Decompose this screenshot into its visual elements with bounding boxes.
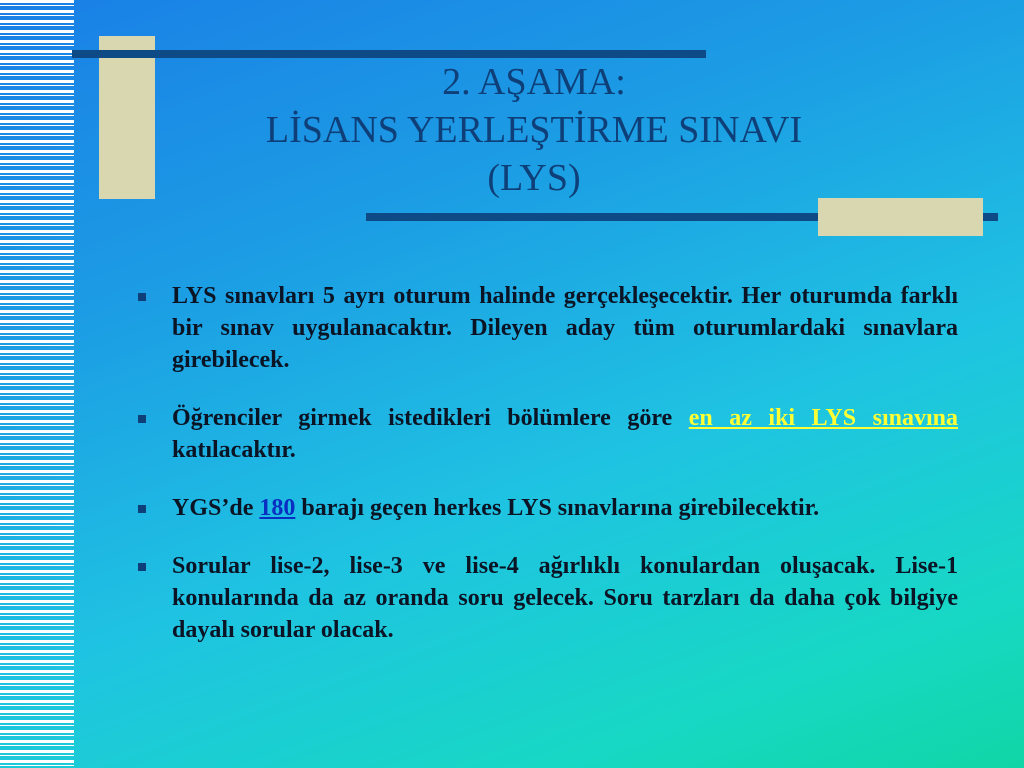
square-bullet-icon — [138, 563, 146, 571]
bullet-text-after: barajı geçen herkes LYS sınavlarına girebilecektir. — [295, 495, 820, 521]
bullet-list — [138, 280, 958, 672]
slide-title — [74, 58, 994, 202]
square-bullet-icon — [138, 415, 146, 423]
title-line-2: LİSANS YERLEŞTİRME SINAVI — [265, 109, 803, 151]
square-bullet-icon — [138, 505, 146, 513]
decorative-stripes — [0, 0, 74, 768]
bullet-item — [138, 280, 958, 376]
bullet-text-before: YGS’de — [172, 495, 260, 521]
title-line-3: (LYS) — [487, 157, 581, 199]
title-line-1: 2. AŞAMA: — [442, 61, 626, 103]
decorative-bar-top — [72, 50, 706, 58]
decorative-block-horizontal — [818, 198, 983, 236]
bullet-text-before: Öğrenciler girmek istedikleri bölümlere göre — [172, 405, 689, 431]
bullet-item — [138, 492, 958, 524]
bullet-item — [138, 550, 958, 646]
highlight-link[interactable]: en az iki LYS sınavına — [688, 405, 958, 431]
bullet-text: Sorular lise-2, lise-3 ve lise-4 ağırlıklı konulardan oluşacak. Lise-1 konularında da az oranda soru gelecek. Soru tarzları da daha çok bilgiye dayalı sorular olacak. — [172, 553, 958, 643]
bullet-item — [138, 402, 958, 466]
bullet-text: LYS sınavları 5 ayrı oturum halinde gerçekleşecektir. Her oturumda farklı bir sınav uygulanacaktır. Dileyen aday tüm oturumlardaki sınavlara girebilecek. — [172, 283, 958, 373]
score-link[interactable]: 180 — [259, 495, 296, 521]
square-bullet-icon — [138, 293, 146, 301]
bullet-text-after: katılacaktır. — [172, 437, 296, 463]
